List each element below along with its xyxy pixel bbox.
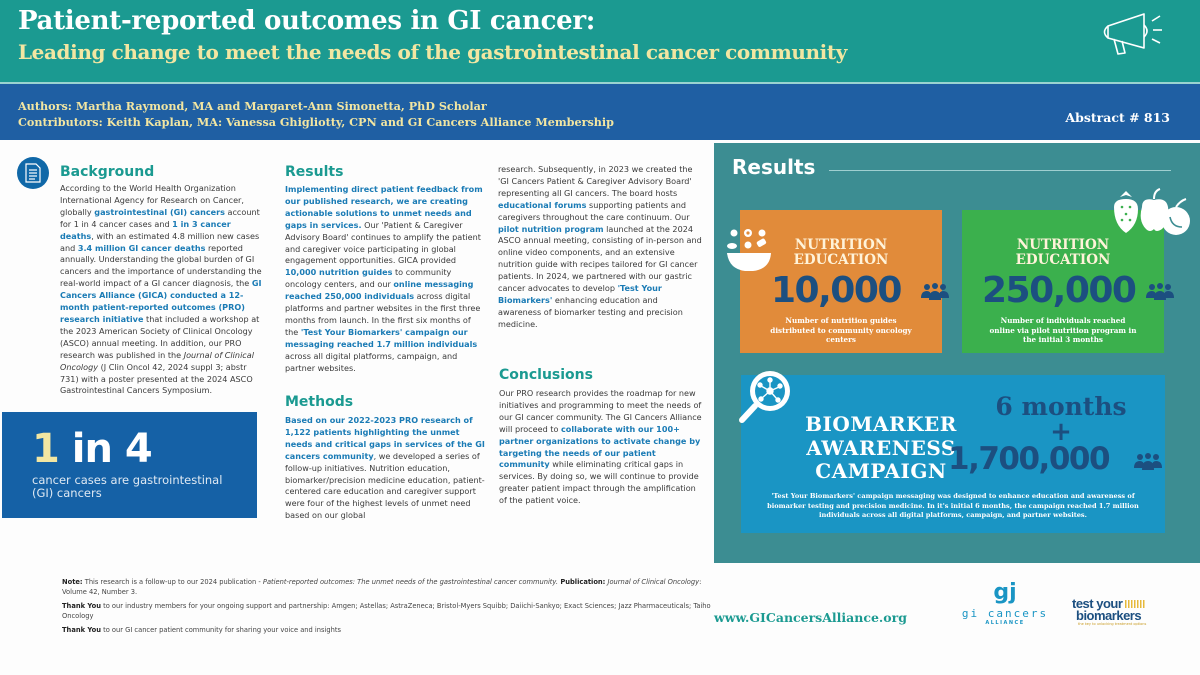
- gica-subtitle: ALLIANCE: [985, 620, 1025, 626]
- tyb-tagline: the key to unlocking treatment options: [1078, 622, 1147, 626]
- note-text: This research is a follow-up to our 2024 publication -: [82, 578, 263, 586]
- methods-heading: Methods: [285, 394, 354, 410]
- highlighted-text: Based on our 2022-2023 PRO research of 1,122 patients highlighting the unmet needs and critical gaps in services of the GI cancers community: [285, 415, 485, 461]
- gica-name: gi cancers: [961, 607, 1049, 620]
- stat-highlight: 1: [32, 426, 59, 472]
- note-publication-title: Patient-reported outcomes: The unmet needs of the gastrointestinal cancer community.: [262, 578, 558, 586]
- barcode-icon: [1125, 600, 1145, 608]
- text-run: to community oncology centers, and our: [285, 267, 452, 290]
- tyb-line2: biomarkers: [1076, 608, 1142, 623]
- text-run: Our 'Patient & Caregiver Advisory Board' continues to amplify the patient and caregiver voice participating in global engagement opportunities. GICA provided: [285, 219, 481, 266]
- text-run: across digital platforms and partner websites in the first three months from launch. In the first six months of the: [285, 291, 481, 337]
- biomarker-duration: 6 months: [995, 392, 1127, 421]
- card-heading-line1: NUTRITION: [794, 237, 888, 253]
- publication-journal: Journal of Clinical Oncology: [605, 578, 700, 586]
- card-number: 10,000: [771, 270, 901, 311]
- poster-subtitle: Leading change to meet the needs of the gastrointestinal cancer community: [18, 40, 847, 64]
- card-heading-line2: EDUCATION: [793, 251, 889, 268]
- text-run: across all digital platforms, campaign, and partner websites.: [285, 350, 458, 373]
- text-run: supporting patients and caregivers throughout the care continuum. Our: [498, 199, 690, 222]
- card-number: 250,000: [982, 270, 1136, 311]
- highlighted-text: online messaging reached 250,000 individuals: [285, 279, 474, 302]
- poster-title: Patient-reported outcomes in GI cancer:: [18, 6, 596, 36]
- contributors-label: Contributors:: [18, 115, 103, 129]
- stat-rest: in 4: [58, 426, 152, 472]
- people-icon: [1145, 283, 1175, 301]
- highlighted-text: 'Test Your Biomarkers': [498, 283, 662, 305]
- authors-names: Martha Raymond, MA and Margaret-Ann Simonetta, PhD Scholar: [75, 99, 487, 113]
- results-panel-title: Results: [732, 155, 816, 179]
- methods-text: [285, 415, 485, 522]
- text-run: reported annually. Understanding the global burden of GI cancers and the importance of understanding the real-world impact of a GI cancer diagnosis, the: [60, 242, 262, 289]
- biomarker-caption: 'Test Your Biomarkers' campaign messaging was designed to enhance education and awareness of biomarker testing and precision medicine. In it's initial 6 months, the campaign reached 1.7 million individuals across all digital platforms, campaign, and partner websites.: [767, 492, 1139, 519]
- stat-headline: [32, 426, 152, 472]
- conclusions-text: [499, 388, 704, 507]
- thanks-text: to our industry members for your ongoing support and partnership: Amgen; Astellas; AstraZeneca; Bristol-Myers Squibb; Daiichi-Sankyo; Exact Sciences; Jazz Pharmaceuticals; Taiho Oncology: [62, 602, 711, 620]
- biomarker-reach-number: 1,700,000: [948, 441, 1110, 477]
- text-run: that included a workshop at the 2023 American Society of Clinical Oncology (ASCO) annual meeting. In addition, our PRO research was published in the: [60, 313, 260, 360]
- tyb-line1-text: test your: [1072, 596, 1123, 611]
- fruit-icon: [1110, 187, 1194, 239]
- publication-volume: : Volume 42, Number 3.: [62, 578, 702, 596]
- highlighted-text: 'Test Your Biomarkers' campaign our messaging reached 1.7 million individuals: [285, 326, 478, 349]
- highlighted-text: 1 in 3 cancer deaths: [60, 218, 231, 241]
- megaphone-icon: [1100, 10, 1170, 60]
- publication-label: Publication:: [558, 578, 606, 586]
- footer-thanks-industry: [62, 602, 712, 621]
- magnifier-molecule-icon: [736, 365, 798, 427]
- highlighted-text: 3.4 million GI cancer deaths: [77, 242, 206, 253]
- italic-text: Journal of Clinical Oncology: [60, 349, 254, 372]
- abstract-number: Abstract # 813: [1065, 110, 1170, 125]
- card-heading: [962, 238, 1164, 267]
- results-text: [285, 184, 485, 375]
- thanks-text: to our GI cancer patient community for sharing your voice and insights: [100, 626, 341, 634]
- results-panel-divider: [829, 170, 1171, 171]
- biomarker-campaign-card: [741, 375, 1165, 533]
- results-heading: Results: [285, 164, 344, 180]
- authors-label: Authors:: [18, 99, 72, 113]
- people-icon: [920, 283, 950, 301]
- text-run: enhancing education and awareness of biomarker testing and precision medicine.: [498, 294, 683, 329]
- card-heading-line2: EDUCATION: [1015, 251, 1111, 268]
- methods-continued-text: [498, 164, 703, 331]
- text-run: Our PRO research provides the roadmap for new initiatives and programming to meet the needs of our GI cancer community. The GI Cancers Alliance will proceed to: [499, 388, 702, 434]
- highlighted-text: educational forums: [498, 199, 587, 210]
- thanks-label: Thank You: [62, 626, 101, 634]
- highlighted-text: GI Cancers Alliance (GICA) conducted a 12-month patient-reported outcomes (PRO) research initiative: [60, 278, 262, 324]
- text-run: , we developed a series of follow-up initiatives. Nutrition education, biomarker/precision medicine education, patient-centered care education and caregiver support were four of the highest levels of unmet need based on our global: [285, 450, 485, 521]
- text-run: while eliminating critical gaps in services. By doing so, we will continue to provide greater patient impact through the amplification of the patient voice.: [499, 459, 699, 506]
- card-caption: Number of individuals reached online via pilot nutrition program in the initial 3 months: [989, 316, 1137, 344]
- salad-bowl-icon: [726, 227, 776, 277]
- stat-callout: [2, 412, 257, 518]
- text-run: According to the World Health Organization International Agency for Research on Cancer, globally: [60, 183, 244, 217]
- contributors-names: Keith Kaplan, MA: Vanessa Ghigliotty, CPN and GI Cancers Alliance Membership: [106, 115, 614, 129]
- highlighted-text: Implementing direct patient feedback from our published research, we are creating actionable solutions to unmet needs and gaps in services.: [285, 184, 483, 230]
- conclusions-heading: Conclusions: [499, 367, 593, 383]
- results-infographic-panel: [714, 143, 1200, 563]
- biomarker-plus: +: [1050, 417, 1072, 447]
- thanks-label: Thank You: [62, 602, 101, 610]
- text-run: research. Subsequently, in 2023 we created the 'GI Cancers Patient & Caregiver Advisory Board' representing all GI cancers. The board hosts: [498, 164, 693, 198]
- card-caption: Number of nutrition guides distributed to community oncology centers: [770, 316, 912, 344]
- footer-notes: [62, 578, 712, 641]
- authors-bar: [0, 84, 1200, 140]
- text-run: , with an estimated 4.8 million new cases and: [60, 230, 260, 253]
- gica-mark: gj: [993, 580, 1017, 605]
- website-link[interactable]: www.GICancersAlliance.org: [714, 610, 907, 625]
- text-run: account for 1 in 4 cancer cases and: [60, 206, 260, 229]
- document-icon: [17, 157, 49, 189]
- stat-description: cancer cases are gastrointestinal (GI) cancers: [32, 473, 223, 500]
- text-run: (J Clin Oncol 42, 2024 suppl 3; abstr 731) with a poster presented at the 2024 ASCO Gastrointestinal Cancers Symposium.: [60, 361, 253, 396]
- text-run: launched at the 2024 ASCO annual meeting, consisting of in-person and online video components, and an extensive nutrition guide with recipes tailored for GI cancer patients. In 2024, we partnered with our gastric cancer advocates to develop: [498, 223, 702, 294]
- biomarker-heading-line3: CAMPAIGN: [815, 459, 947, 483]
- gi-cancers-alliance-logo: [960, 582, 1050, 642]
- poster-header: [0, 0, 1200, 82]
- biomarker-heading-line1: BIOMARKER: [805, 412, 957, 436]
- background-heading: Background: [60, 164, 155, 180]
- test-your-biomarkers-logo: [1072, 598, 1172, 626]
- note-label: Note:: [62, 578, 83, 586]
- biomarker-heading-line2: AWARENESS: [806, 435, 956, 460]
- highlighted-text: 10,000 nutrition guides: [285, 267, 393, 278]
- authors-block: [18, 98, 614, 130]
- background-text: [60, 183, 265, 397]
- highlighted-text: collaborate with our 100+ partner organizations to activate change by targeting the needs of our patient community: [499, 423, 701, 470]
- footer-note: [62, 578, 712, 597]
- footer-thanks-community: [62, 626, 712, 636]
- highlighted-text: pilot nutrition program: [498, 223, 604, 234]
- card-heading-line1: NUTRITION: [1016, 237, 1110, 253]
- highlighted-text: gastrointestinal (GI) cancers: [94, 206, 225, 217]
- people-icon: [1133, 453, 1163, 471]
